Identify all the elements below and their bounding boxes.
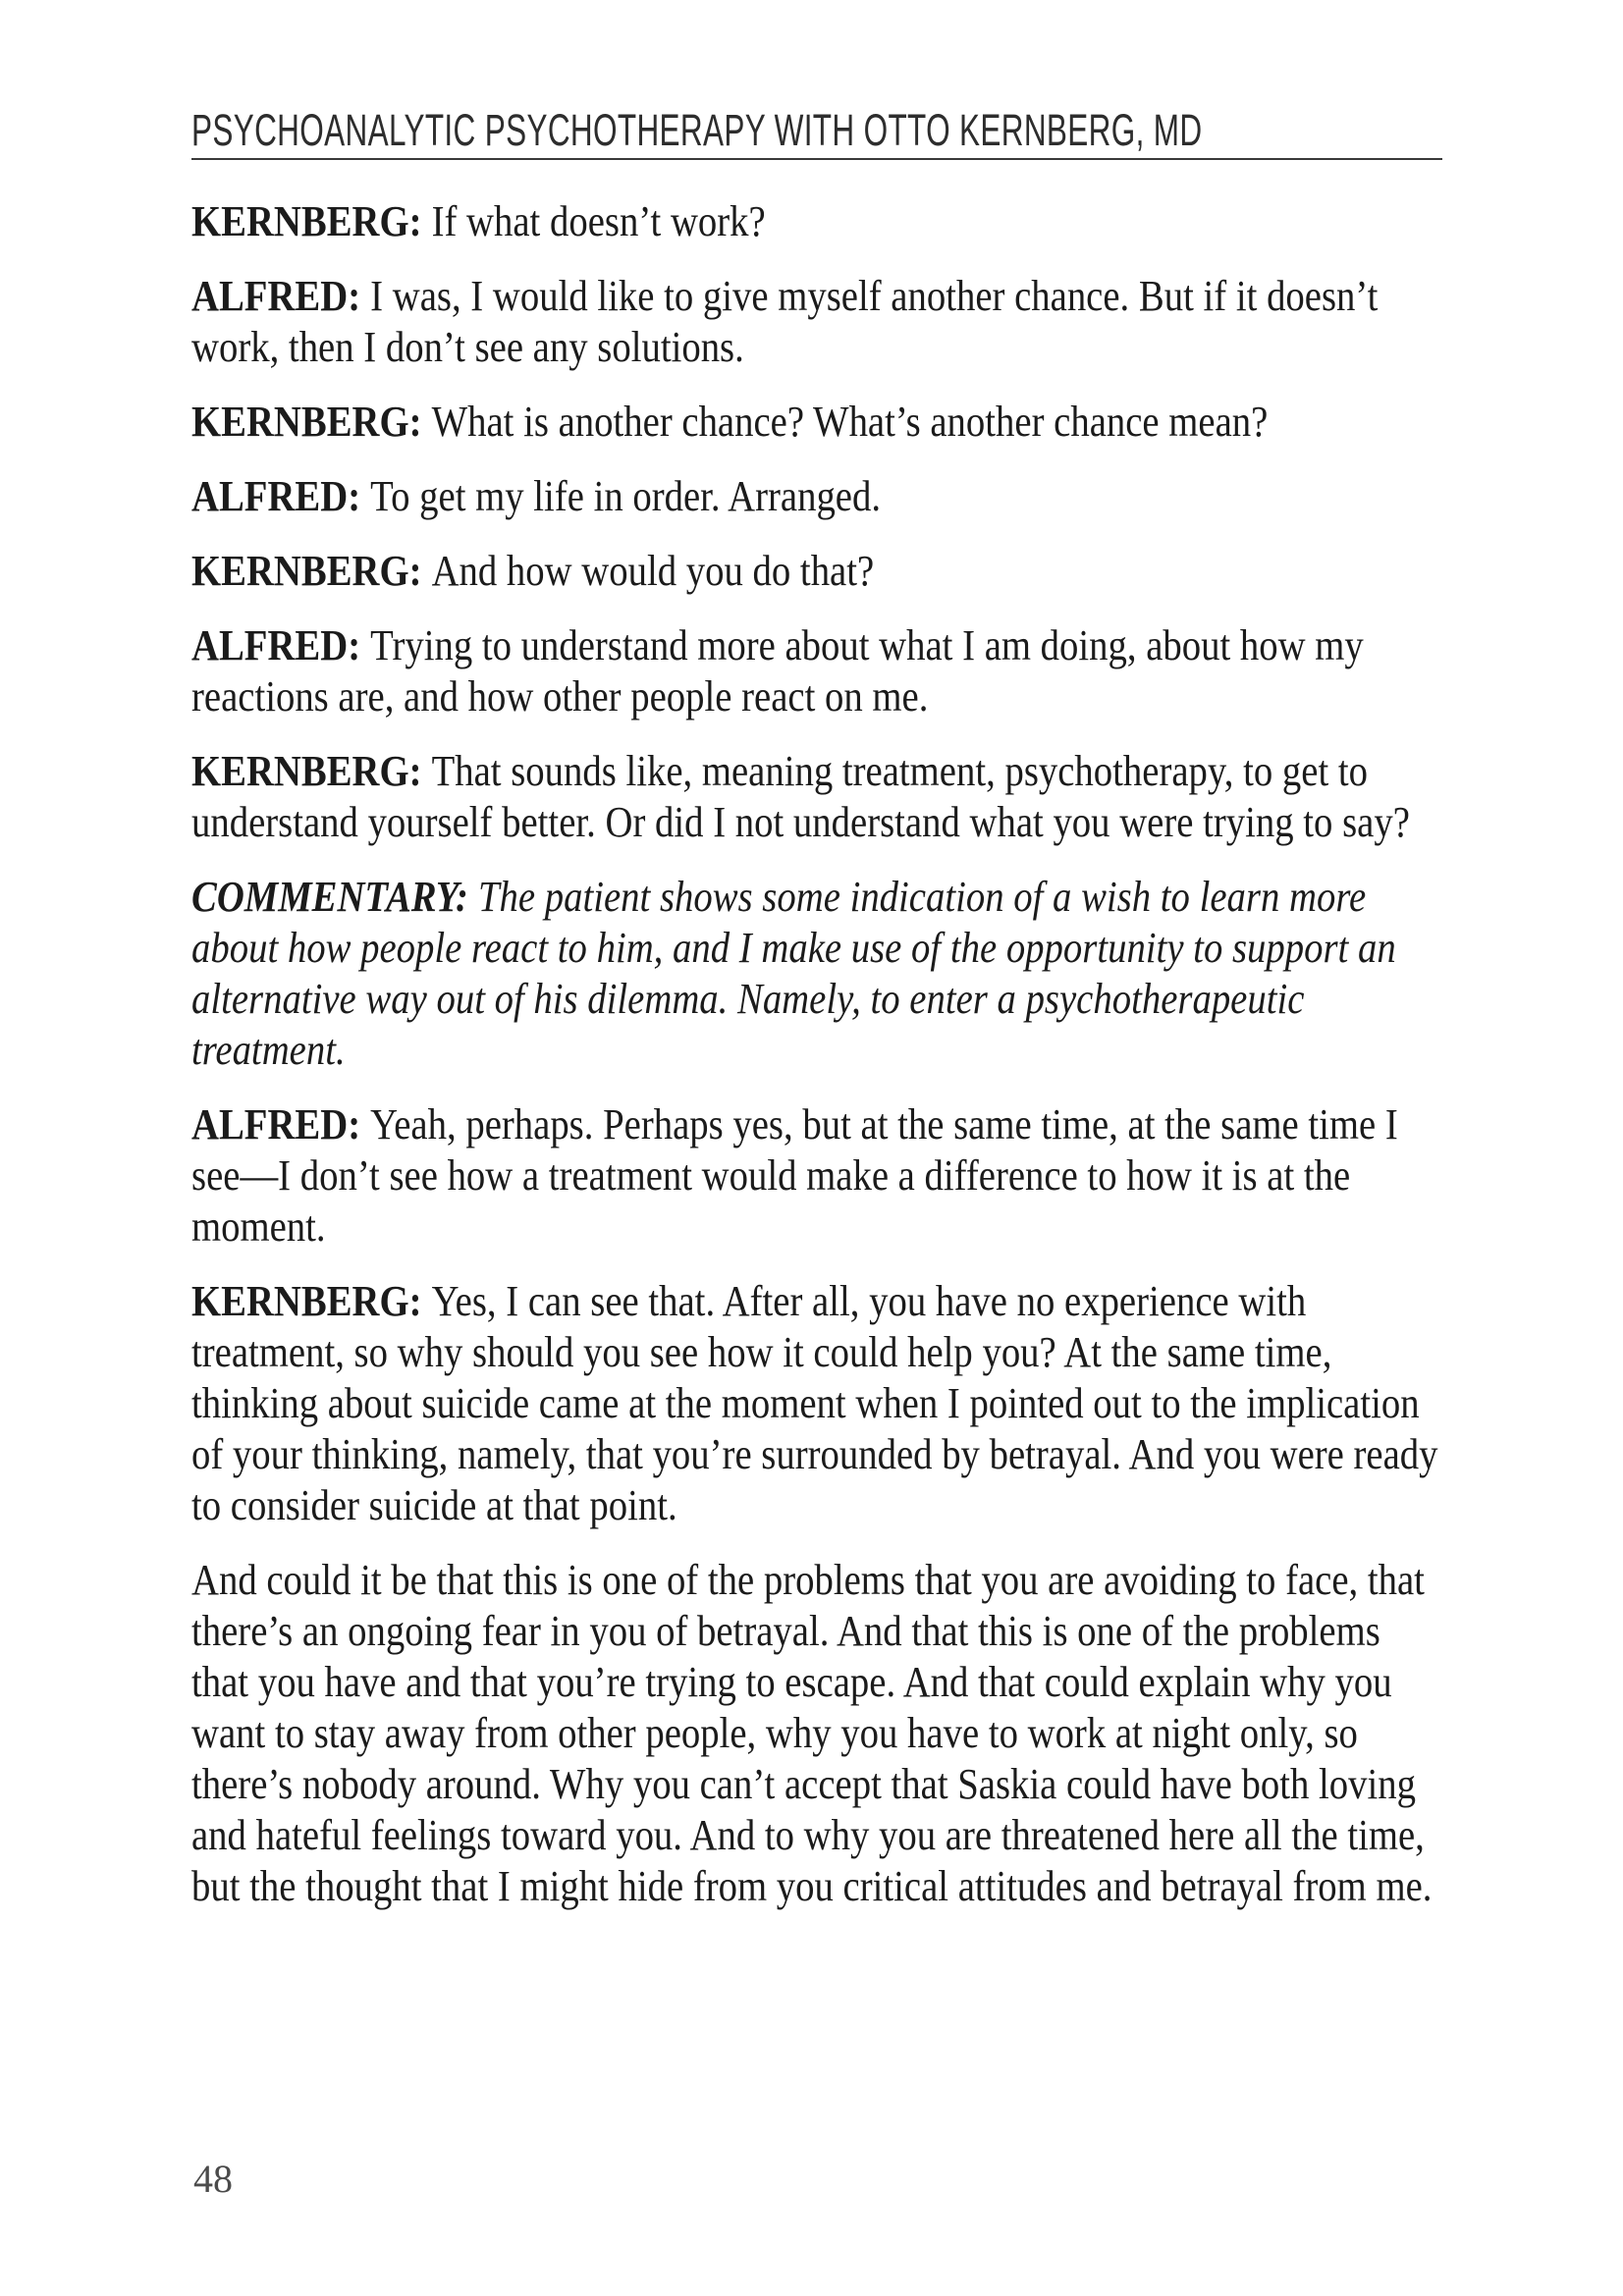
speaker-label: ALFRED: (191, 1100, 361, 1148)
dialogue-text: Trying to understand more about what I am doing, about how my reactions are, and how other people react on me. (191, 621, 1364, 721)
commentary-paragraph (191, 872, 1442, 1076)
speaker-label: KERNBERG: (191, 197, 422, 245)
speaker-label: KERNBERG: (191, 547, 422, 595)
dialogue-paragraph (191, 271, 1442, 373)
speaker-label: ALFRED: (191, 621, 361, 669)
dialogue-paragraph (191, 397, 1442, 448)
dialogue-paragraph (191, 471, 1442, 522)
dialogue-text: And how would you do that? (431, 547, 875, 595)
dialogue-paragraph (191, 620, 1442, 722)
dialogue-text: That sounds like, meaning treatment, psychotherapy, to get to understand yourself better. Or did I not understand what you were trying to say? (191, 747, 1410, 846)
dialogue-paragraph (191, 746, 1442, 848)
dialogue-paragraph (191, 196, 1442, 247)
dialogue-paragraph (191, 1276, 1442, 1531)
dialogue-paragraph (191, 1555, 1442, 1912)
speaker-label: ALFRED: (191, 472, 361, 520)
dialogue-paragraph (191, 546, 1442, 597)
dialogue-text: Yeah, perhaps. Perhaps yes, but at the same time, at the same time I see—I don’t see how a treatment would make a difference to how it is at the moment. (191, 1100, 1398, 1251)
page-number: 48 (193, 2157, 233, 2201)
header-rule (191, 158, 1442, 160)
dialogue-text: I was, I would like to give myself another chance. But if it doesn’t work, then I don’t see any solutions. (191, 272, 1379, 371)
dialogue-text: What is another chance? What’s another chance mean? (431, 398, 1269, 446)
dialogue-text: And could it be that this is one of the problems that you are avoiding to face, that there’s an ongoing fear in you of betrayal. And that this is one of the problems that you have and that you’re trying to escape. And that could explain why you want to stay away from other people, why you have to work at night only, so there’s nobody around. Why you can’t accept that Saskia could have both loving and hateful feelings toward you. And to why you are threatened here all the time, but the thought that I might hide from you critical attitudes and betrayal from me. (191, 1556, 1433, 1910)
speaker-label: KERNBERG: (191, 398, 422, 446)
dialogue-content (191, 196, 1442, 1912)
speaker-label: KERNBERG: (191, 747, 422, 795)
dialogue-text: Yes, I can see that. After all, you have no experience with treatment, so why should you see how it could help you? At the same time, thinking about suicide came at the moment when I pointed out to the implication of your thinking, namely, that you’re surrounded by betrayal. And you were ready to consider suicide at that point. (191, 1277, 1438, 1529)
speaker-label: ALFRED: (191, 272, 361, 320)
dialogue-text: To get my life in order. Arranged. (370, 472, 882, 520)
running-header: PSYCHOANALYTIC PSYCHOTHERAPY WITH OTTO KERNBERG, MD (191, 105, 1203, 155)
dialogue-text: The patient shows some indication of a wish to learn more about how people react to him, and I make use of the opportunity to support an alternative way out of his dilemma. Namely, to enter a psychotherapeutic treatment. (191, 873, 1396, 1074)
speaker-label: KERNBERG: (191, 1277, 422, 1325)
dialogue-paragraph (191, 1099, 1442, 1253)
dialogue-text: If what doesn’t work? (431, 197, 766, 245)
speaker-label: COMMENTARY: (191, 873, 468, 921)
